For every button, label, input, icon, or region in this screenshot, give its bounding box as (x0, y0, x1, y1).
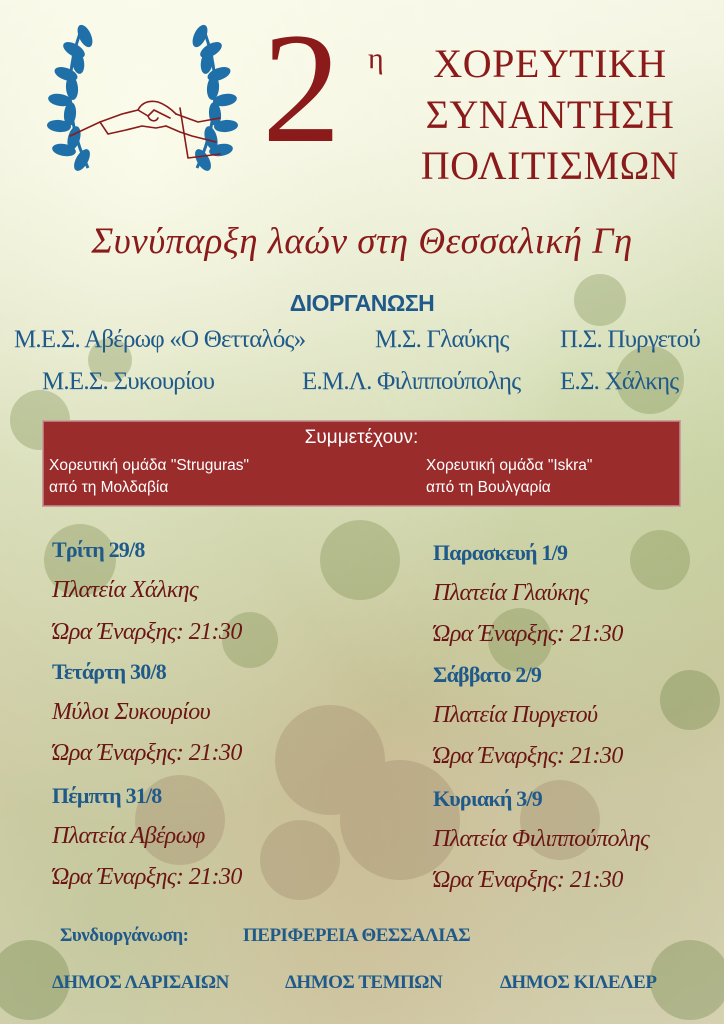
schedule-time: Ώρα Έναρξης: 21:30 (433, 621, 623, 647)
participants-banner (42, 420, 681, 507)
schedule-time: Ώρα Έναρξης: 21:30 (52, 619, 242, 645)
schedule-place: Πλατεία Γλαύκης (433, 580, 589, 606)
organizer-chalki: Ε.Σ. Χάλκης (560, 368, 679, 395)
organizer-filippoupoli: Ε.Μ.Λ. Φιλιππούπολης (302, 368, 521, 395)
schedule-day: Κυριακή 3/9 (433, 786, 542, 811)
organizer-averof: Μ.Ε.Σ. Αβέρωφ «Ο Θετταλός» (14, 326, 306, 353)
co-organizers-label: Συνδιοργάνωση: (60, 925, 189, 946)
schedule-day: Σάββατο 2/9 (433, 662, 542, 687)
subtitle: Συνύπαρξη λαών στη Θεσσαλική Γη (91, 221, 633, 262)
schedule-place: Πλατεία Φιλιππούπολης (433, 826, 650, 852)
participant-struguras-origin: από τη Μολδαβία (49, 479, 169, 496)
region-thessaly: ΠΕΡΙΦΕΡΕΙΑ ΘΕΣΣΑΛΙΑΣ (243, 925, 471, 946)
participant-iskra-origin: από τη Βουλγαρία (426, 479, 551, 496)
schedule-place: Πλατεία Χάλκης (52, 577, 199, 603)
edition-number: 2 (262, 1, 337, 176)
edition-superscript: η (368, 42, 384, 75)
participants-heading: Συμμετέχουν: (304, 427, 419, 448)
title-line-3: ΠΟΛΙΤΙΣΜΩΝ (420, 143, 680, 188)
participant-iskra (426, 455, 592, 499)
schedule-time: Ώρα Έναρξης: 21:30 (433, 743, 623, 769)
organizer-pyrgetos: Π.Σ. Πυργετού (560, 326, 700, 353)
organizer-glafki: Μ.Σ. Γλαύκης (375, 326, 509, 353)
schedule-place: Μύλοι Συκουρίου (52, 699, 211, 725)
schedule-time: Ώρα Έναρξης: 21:30 (52, 864, 242, 890)
organizer-sykourio: Μ.Ε.Σ. Συκουρίου (42, 368, 215, 395)
schedule-day: Τρίτη 29/8 (52, 537, 145, 562)
schedule-day: Πέμπτη 31/8 (52, 783, 162, 808)
schedule-day: Παρασκευή 1/9 (433, 540, 568, 565)
schedule-time: Ώρα Έναρξης: 21:30 (433, 867, 623, 893)
schedule-day: Τετάρτη 30/8 (52, 659, 166, 684)
participant-struguras (49, 455, 249, 499)
schedule-time: Ώρα Έναρξης: 21:30 (52, 740, 242, 766)
schedule-place: Πλατεία Αβέρωφ (52, 823, 205, 849)
municipality-kileler: ΔΗΜΟΣ ΚΙΛΕΛΕΡ (500, 972, 657, 993)
schedule-place: Πλατεία Πυργετού (433, 702, 598, 728)
title-line-1: ΧΟΡΕΥΤΙΚΗ (433, 41, 667, 86)
participant-struguras-name: Χορευτική ομάδα "Struguras" (49, 457, 250, 474)
municipality-larisa: ΔΗΜΟΣ ΛΑΡΙΣΑΙΩΝ (52, 972, 229, 993)
participant-iskra-name: Χορευτική ομάδα "Iskra" (426, 457, 593, 474)
title-line-2: ΣΥΝΑΝΤΗΣΗ (425, 92, 675, 137)
laurel-wreath-icon (30, 18, 255, 198)
organizers-heading: ΔΙΟΡΓΑΝΩΣΗ (289, 290, 435, 316)
municipality-tempi: ΔΗΜΟΣ ΤΕΜΠΩΝ (285, 972, 443, 993)
